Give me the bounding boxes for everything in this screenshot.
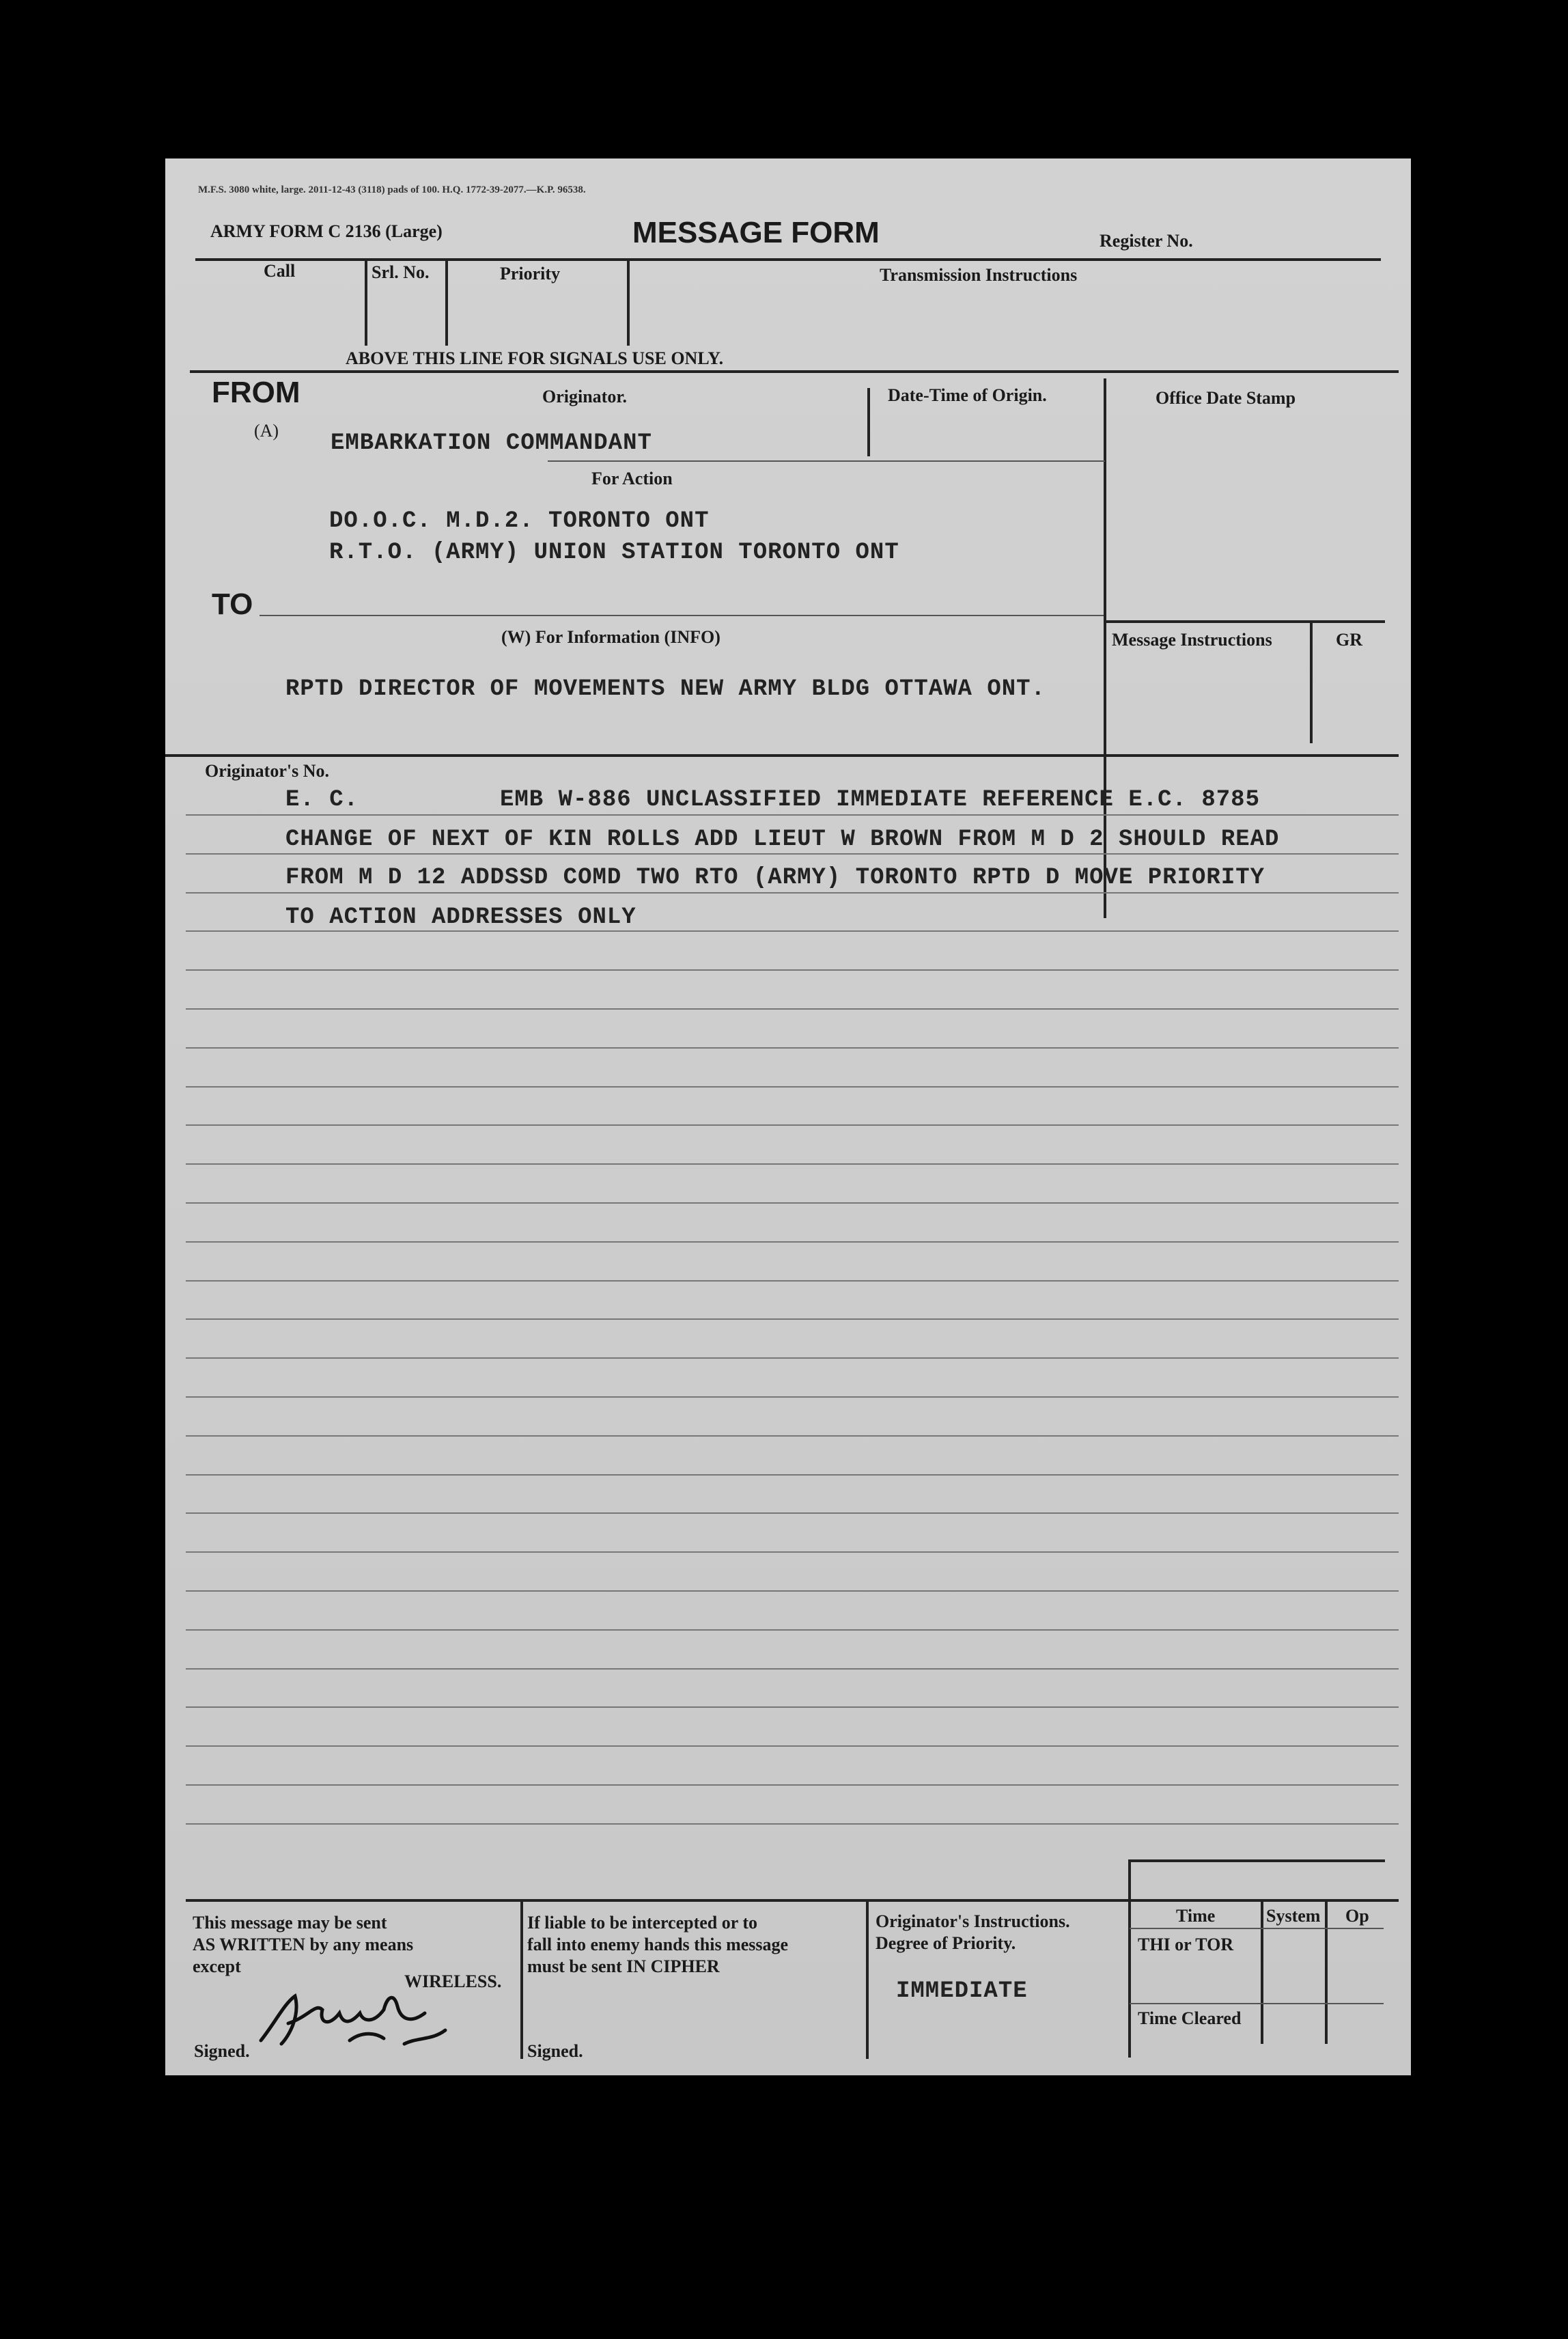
gr-divider xyxy=(1310,623,1313,743)
register-label: Register No. xyxy=(1100,231,1193,251)
ruled-line xyxy=(186,1047,1399,1049)
ruled-line xyxy=(186,1396,1399,1398)
message-form-sheet xyxy=(165,158,1411,2075)
ruled-line xyxy=(186,1745,1399,1747)
from-heading: FROM xyxy=(212,376,300,409)
ruled-line xyxy=(186,969,1399,971)
originators-no-label: Originator's No. xyxy=(205,761,329,781)
instructions-text-1: Originator's Instructions. xyxy=(876,1911,1070,1931)
ruled-line xyxy=(186,1823,1399,1825)
ruled-line xyxy=(186,1706,1399,1708)
ruled-line xyxy=(186,1668,1399,1670)
ruled-line xyxy=(186,1241,1399,1243)
ruled-line xyxy=(186,930,1399,932)
thi-label: THI or TOR xyxy=(1138,1935,1234,1954)
time-box-left xyxy=(1128,1859,1131,2058)
instructions-rule xyxy=(1105,620,1385,623)
signed-label-1: Signed. xyxy=(194,2041,250,2061)
ruled-line xyxy=(186,1357,1399,1359)
ruled-line xyxy=(186,853,1399,855)
ruled-line xyxy=(186,1784,1399,1786)
sent-text-3: except xyxy=(193,1956,241,1976)
info-line: RPTD DIRECTOR OF MOVEMENTS NEW ARMY BLDG OTTAWA ONT. xyxy=(285,676,1046,702)
signature xyxy=(247,1976,479,2058)
ruled-line xyxy=(186,1124,1399,1126)
office-stamp-label: Office Date Stamp xyxy=(1156,388,1296,408)
ruled-line xyxy=(186,1163,1399,1165)
datetime-label: Date-Time of Origin. xyxy=(888,385,1047,405)
system-label: System xyxy=(1266,1906,1321,1926)
footer-divider-2 xyxy=(866,1902,869,2059)
signals-notice: ABOVE THIS LINE FOR SIGNALS USE ONLY. xyxy=(346,348,724,368)
printer-line: M.F.S. 3080 white, large. 2011-12-43 (3118) pads of 100. H.Q. 1772-39-2077.—K.P. 96538. xyxy=(198,184,586,195)
sent-text-1: This message may be sent xyxy=(193,1913,387,1933)
time-cleared-label: Time Cleared xyxy=(1138,2008,1242,2028)
signed-label-2: Signed. xyxy=(527,2041,583,2061)
info-label: (W) For Information (INFO) xyxy=(501,627,720,647)
body-line-2: CHANGE OF NEXT OF KIN ROLLS ADD LIEUT W BROWN FROM M D 2 SHOULD READ xyxy=(285,827,1280,853)
originator-rule xyxy=(548,460,1105,462)
transmission-label: Transmission Instructions xyxy=(880,265,1078,285)
originator-label: Originator. xyxy=(542,387,627,406)
form-id: ARMY FORM C 2136 (Large) xyxy=(210,221,443,241)
system-divider xyxy=(1261,1900,1263,2044)
cipher-text-3: must be sent IN CIPHER xyxy=(527,1956,720,1976)
body-line-4: TO ACTION ADDRESSES ONLY xyxy=(285,904,636,930)
ruled-line xyxy=(186,1474,1399,1476)
priority-divider xyxy=(627,260,630,346)
op-divider xyxy=(1325,1900,1328,2044)
priority-value: IMMEDIATE xyxy=(896,1978,1028,2004)
ruled-line xyxy=(186,1318,1399,1320)
ruled-line xyxy=(186,1008,1399,1010)
priority-label: Priority xyxy=(500,264,561,283)
ruled-line xyxy=(186,1280,1399,1282)
call-divider xyxy=(365,260,367,346)
from-marker: (A) xyxy=(254,421,279,441)
cipher-text-2: fall into enemy hands this message xyxy=(527,1935,789,1954)
sent-text-2: AS WRITTEN by any means xyxy=(193,1935,414,1954)
cipher-text-1: If liable to be intercepted or to xyxy=(527,1913,757,1933)
wireless-label: WIRELESS. xyxy=(404,1971,502,1991)
srl-divider xyxy=(445,260,448,346)
ruled-line xyxy=(186,1629,1399,1631)
addresses-rule xyxy=(165,754,1399,757)
ruled-line xyxy=(186,1202,1399,1204)
time-label: Time xyxy=(1176,1906,1216,1926)
ruled-line xyxy=(186,1551,1399,1553)
op-label: Op xyxy=(1345,1906,1369,1926)
to-heading: TO xyxy=(212,587,253,621)
footer-divider-1 xyxy=(520,1902,523,2059)
ruled-line xyxy=(186,814,1399,816)
srl-label: Srl. No. xyxy=(372,262,430,282)
time-mid-rule xyxy=(1130,2003,1384,2004)
body-line-1: EMB W-886 UNCLASSIFIED IMMEDIATE REFERENCE E.C. 8785 xyxy=(500,787,1260,813)
to-rule xyxy=(260,615,1104,616)
header-rule xyxy=(195,258,1381,261)
for-action-label: For Action xyxy=(591,469,673,488)
ruled-line xyxy=(186,1512,1399,1514)
body-line-3: FROM M D 12 ADDSSD COMD TWO RTO (ARMY) TORONTO RPTD D MOVE PRIORITY xyxy=(285,865,1265,891)
ruled-line xyxy=(186,1590,1399,1592)
instructions-text-2: Degree of Priority. xyxy=(876,1933,1016,1953)
ruled-line xyxy=(186,1435,1399,1437)
originators-no-value: E. C. xyxy=(285,787,359,813)
signals-rule xyxy=(190,370,1399,373)
message-instructions-label: Message Instructions xyxy=(1112,630,1272,650)
gr-label: GR xyxy=(1336,630,1362,650)
footer-top-rule xyxy=(186,1899,1399,1902)
action-line-1: DO.O.C. M.D.2. TORONTO ONT xyxy=(329,508,710,534)
originator-value: EMBARKATION COMMANDANT xyxy=(331,430,652,456)
ruled-line xyxy=(186,1086,1399,1088)
ruled-line xyxy=(186,892,1399,894)
action-line-2: R.T.O. (ARMY) UNION STATION TORONTO ONT xyxy=(329,540,899,566)
call-label: Call xyxy=(264,261,296,281)
datetime-divider xyxy=(867,388,870,456)
time-box-top-rule xyxy=(1128,1859,1385,1862)
form-title: MESSAGE FORM xyxy=(632,216,880,249)
time-header-rule xyxy=(1130,1928,1384,1929)
